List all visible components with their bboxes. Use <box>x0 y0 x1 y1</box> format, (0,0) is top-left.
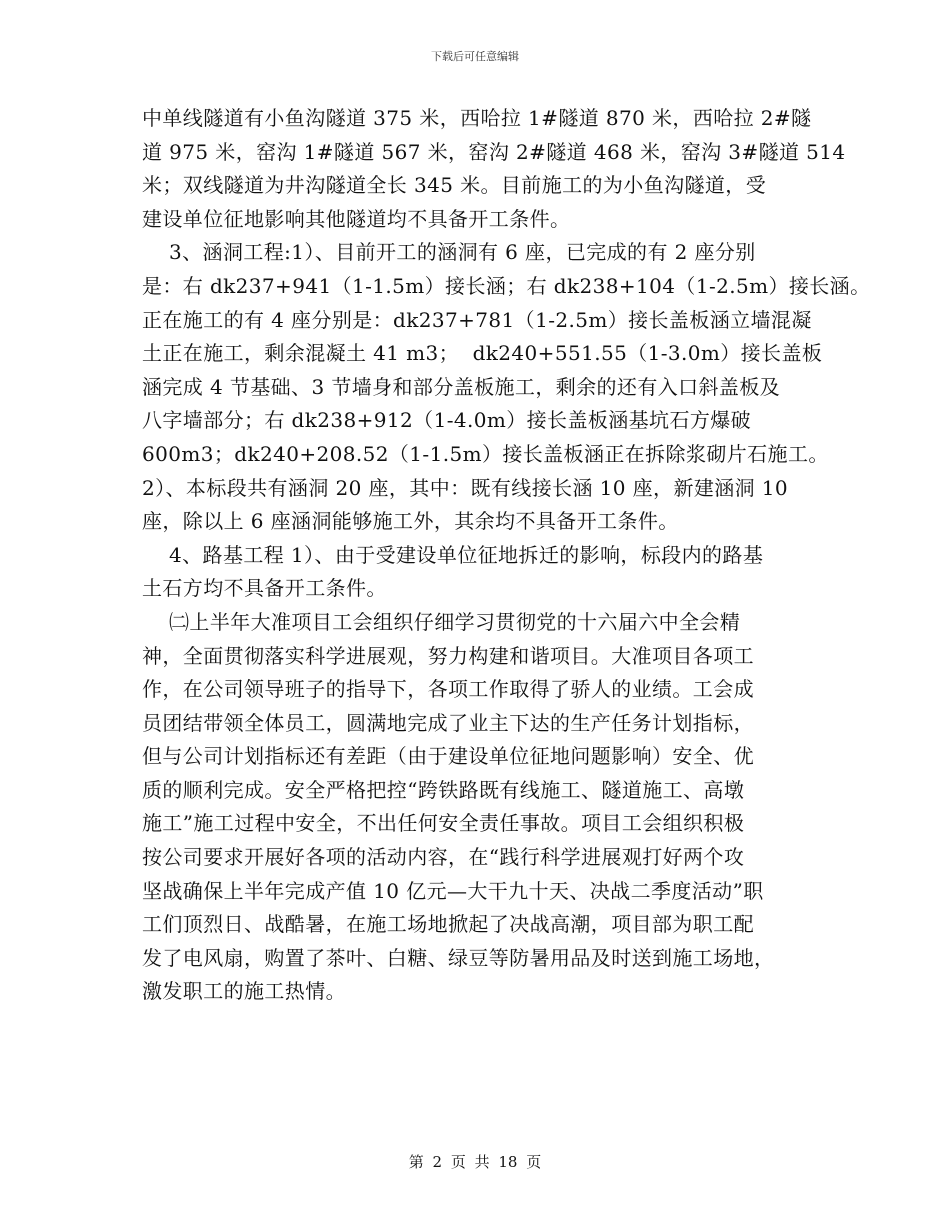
text-line: 员团结带领全体员工，圆满地完成了业主下达的生产任务计划指标， <box>142 710 754 735</box>
paragraph-union <box>142 606 814 1009</box>
text-line: 坚战确保上半年完成产值 10 亿元—大干九十天、决战二季度活动”职 <box>142 878 764 903</box>
text-line: 土石方均不具备开工条件。 <box>142 576 387 601</box>
text-line: 激发职工的施工热情。 <box>142 979 346 1004</box>
text-line: 工们顶烈日、战酷暑，在施工场地掀起了决战高潮，项目部为职工配 <box>142 912 754 937</box>
text-line: 3、涵洞工程:1）、目前开工的涵洞有 6 座，已完成的有 2 座分别 <box>142 240 756 265</box>
text-line: 座，除以上 6 座涵洞能够施工外，其余均不具备开工条件。 <box>142 509 679 534</box>
text-line: 2）、本标段共有涵洞 20 座，其中：既有线接长涵 10 座，新建涵洞 10 <box>142 475 789 500</box>
text-line: 4、路基工程 1）、由于受建设单位征地拆迁的影响，标段内的路基 <box>142 542 764 567</box>
text-line: 米；双线隧道为井沟隧道全长 345 米。目前施工的为小鱼沟隧道，受 <box>142 173 767 198</box>
paragraph-tunnels <box>142 102 846 236</box>
text-line: 施工”施工过程中安全，不出任何安全责任事故。项目工会组织积极 <box>142 811 745 836</box>
text-line: 质的顺利完成。安全严格把控“跨铁路既有线施工、隧道施工、高墩 <box>142 777 745 802</box>
text-line: 八字墙部分；右 dk238+912（1-4.0m）接长盖板涵基坑石方爆破 <box>142 408 752 433</box>
text-line: 600m3；dk240+208.52（1-1.5m）接长盖板涵正在拆除浆砌片石施工。 <box>142 441 829 466</box>
text-line: 涵完成 4 节基础、3 节墙身和部分盖板施工，剩余的还有入口斜盖板及 <box>142 374 781 399</box>
page-header: 下载后可任意编辑 <box>431 50 519 63</box>
paragraph-subgrade <box>142 539 814 606</box>
text-line: 是：右 dk237+941（1-1.5m）接长涵；右 dk238+104（1-2.5m）接长涵。 <box>142 273 871 298</box>
text-line: 按公司要求开展好各项的活动内容，在“践行科学进展观打好两个攻 <box>142 845 745 870</box>
document-body <box>142 102 871 1009</box>
text-line: 正在施工的有 4 座分别是：dk237+781（1-2.5m）接长盖板涵立墙混凝 <box>142 307 812 332</box>
page-footer: 第 2 页 共 18 页 <box>408 1153 542 1171</box>
text-line: ㈡上半年大准项目工会组织仔细学习贯彻党的十六届六中全会精 <box>142 609 741 634</box>
text-line: 中单线隧道有小鱼沟隧道 375 米，西哈拉 1#隧道 870 米，西哈拉 2#隧 <box>142 106 812 130</box>
text-line: 道 975 米，窑沟 1#隧道 567 米，窑沟 2#隧道 468 米，窑沟 3#隧道 514 <box>142 139 846 164</box>
text-line: 作，在公司领导班子的指导下，各项工作取得了骄人的业绩。工会成 <box>142 677 754 702</box>
text-line: 发了电风扇，购置了茶叶、白糖、绿豆等防暑用品及时送到施工场地， <box>142 945 775 970</box>
text-line: 建设单位征地影响其他隧道均不具备开工条件。 <box>142 206 571 231</box>
text-line: 但与公司计划指标还有差距（由于建设单位征地问题影响）安全、优 <box>142 744 754 769</box>
text-line: 土正在施工，剩余混凝土 41 m3； dk240+551.55（1-3.0m）接长盖板 <box>142 341 823 366</box>
text-line: 神，全面贯彻落实科学进展观，努力构建和谐项目。大准项目各项工 <box>142 643 754 668</box>
paragraph-culverts <box>142 236 871 538</box>
